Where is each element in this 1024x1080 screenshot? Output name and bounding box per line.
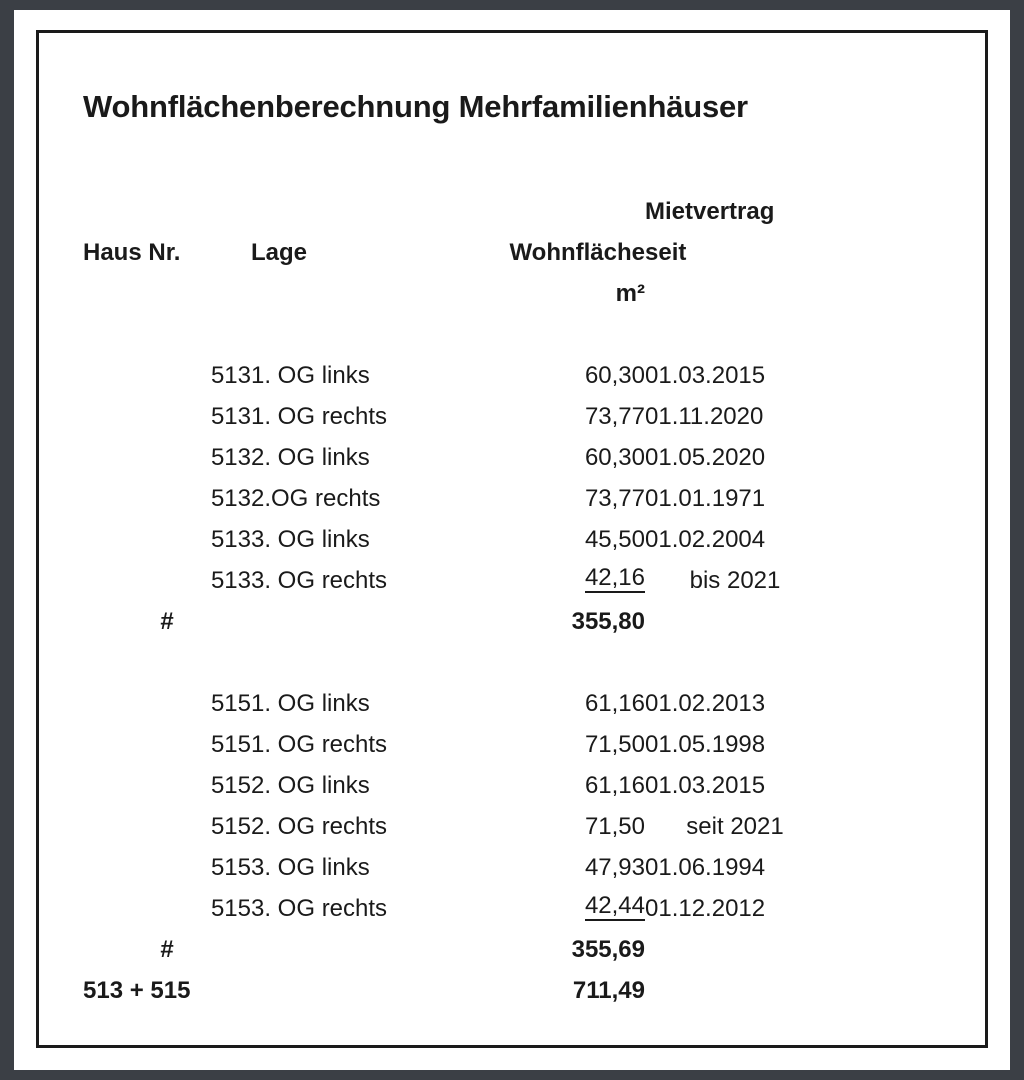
cell-haus: 515	[210, 690, 251, 717]
cell-haus: 513	[210, 485, 251, 512]
cell-lage: 1. OG links	[251, 362, 370, 389]
table-row	[83, 388, 843, 429]
table-row	[83, 552, 843, 593]
cell-haus: 513	[210, 403, 251, 430]
cell-mietvertrag: 01.03.2015	[645, 772, 766, 799]
cell-haus: 513	[210, 362, 251, 389]
unit-spacer-haus	[83, 265, 251, 306]
header-row-unit	[83, 265, 843, 306]
column-header-lage: Lage	[251, 239, 308, 266]
cell-mietvertrag: 01.06.1994	[645, 854, 766, 881]
cell-haus: 515	[210, 772, 251, 799]
cell-lage: 3. OG links	[251, 854, 370, 881]
document-content	[39, 33, 985, 1045]
cell-lage: 3. OG links	[251, 526, 370, 553]
cell-flaeche-value: 42,44	[584, 892, 645, 919]
cell-flaeche: 61,16	[584, 690, 645, 717]
table-body	[83, 183, 843, 1003]
cell-flaeche-underlined	[477, 880, 645, 921]
cell-mietvertrag: 01.12.2012	[645, 895, 766, 922]
cell-haus: 515	[210, 731, 251, 758]
table-row	[83, 880, 843, 921]
subtotal-row	[83, 593, 843, 634]
cell-haus: 515	[210, 854, 251, 881]
cell-lage: 2.OG rechts	[251, 485, 381, 512]
table-row	[83, 470, 843, 511]
table-row	[83, 839, 843, 880]
cell-lage: 1. OG links	[251, 690, 370, 717]
cell-haus: 515	[210, 895, 251, 922]
table-row	[83, 716, 843, 757]
cell-lage: 1. OG rechts	[251, 403, 388, 430]
cell-haus: 515	[210, 813, 251, 840]
subtotal-marker: #	[160, 936, 174, 963]
cell-flaeche: 71,50	[584, 813, 645, 840]
header-row-main	[83, 224, 843, 265]
column-header-wohnflaeche: Wohnfläche	[509, 239, 645, 266]
document-border	[36, 30, 988, 1048]
cell-lage: 3. OG rechts	[251, 895, 388, 922]
cell-lage: 1. OG rechts	[251, 731, 388, 758]
cell-lage: 3. OG rechts	[251, 567, 388, 594]
cell-flaeche: 45,50	[584, 526, 645, 553]
header-spacer-haus	[83, 183, 251, 224]
cell-mietvertrag: 01.03.2015	[645, 362, 766, 389]
grand-total-row	[83, 962, 843, 1003]
table-row	[83, 757, 843, 798]
cell-mietvertrag: 01.11.2020	[645, 403, 764, 430]
page-title: Wohnflächenberechnung Mehrfamilienhäuser	[83, 89, 748, 124]
table-row	[83, 675, 843, 716]
unit-spacer-miet	[645, 265, 843, 306]
table-row	[83, 511, 843, 552]
cell-flaeche: 71,50	[584, 731, 645, 758]
column-header-unit-m2: m²	[615, 280, 645, 307]
cell-flaeche-underlined	[477, 552, 645, 593]
cell-haus: 513	[210, 526, 251, 553]
grand-total-label: 513 + 515	[83, 977, 191, 1004]
cell-flaeche: 60,30	[584, 362, 645, 389]
cell-mietvertrag: 01.02.2004	[645, 526, 766, 553]
cell-flaeche: 61,16	[584, 772, 645, 799]
unit-spacer-lage	[251, 265, 477, 306]
cell-mietvertrag: 01.01.1971	[645, 485, 766, 512]
cell-lage: 2. OG links	[251, 444, 370, 471]
subtotal-row	[83, 921, 843, 962]
cell-haus: 513	[210, 567, 251, 594]
grand-total-value: 711,49	[572, 977, 645, 1004]
column-header-mietvertrag: Mietvertrag	[645, 198, 775, 225]
wohnflaechen-table	[83, 183, 843, 1003]
table-row	[83, 429, 843, 470]
subtotal-value: 355,69	[571, 936, 645, 963]
cell-mietvertrag: 01.05.2020	[645, 444, 766, 471]
cell-flaeche: 73,77	[584, 485, 645, 512]
cell-flaeche: 73,77	[584, 403, 645, 430]
cell-lage: 2. OG rechts	[251, 813, 388, 840]
subtotal-value: 355,80	[571, 608, 645, 635]
cell-mietvertrag: seit 2021	[686, 813, 784, 840]
table-row	[83, 347, 843, 388]
cell-mietvertrag: 01.05.1998	[645, 731, 766, 758]
cell-mietvertrag: bis 2021	[689, 567, 781, 594]
column-header-seit: seit	[645, 239, 687, 266]
column-header-haus: Haus Nr.	[83, 239, 181, 266]
cell-flaeche: 60,30	[584, 444, 645, 471]
block-gap-row	[83, 634, 843, 675]
document-page	[14, 10, 1010, 1070]
cell-lage: 2. OG links	[251, 772, 370, 799]
cell-flaeche: 47,93	[584, 854, 645, 881]
table-row	[83, 798, 843, 839]
header-spacer-lage	[251, 183, 477, 224]
cell-mietvertrag: 01.02.2013	[645, 690, 766, 717]
cell-flaeche-value: 42,16	[584, 564, 645, 591]
header-row-top	[83, 183, 843, 224]
subtotal-marker: #	[160, 608, 174, 635]
header-spacer-flaeche	[477, 183, 645, 224]
cell-haus: 513	[210, 444, 251, 471]
spacer-row	[83, 306, 843, 347]
